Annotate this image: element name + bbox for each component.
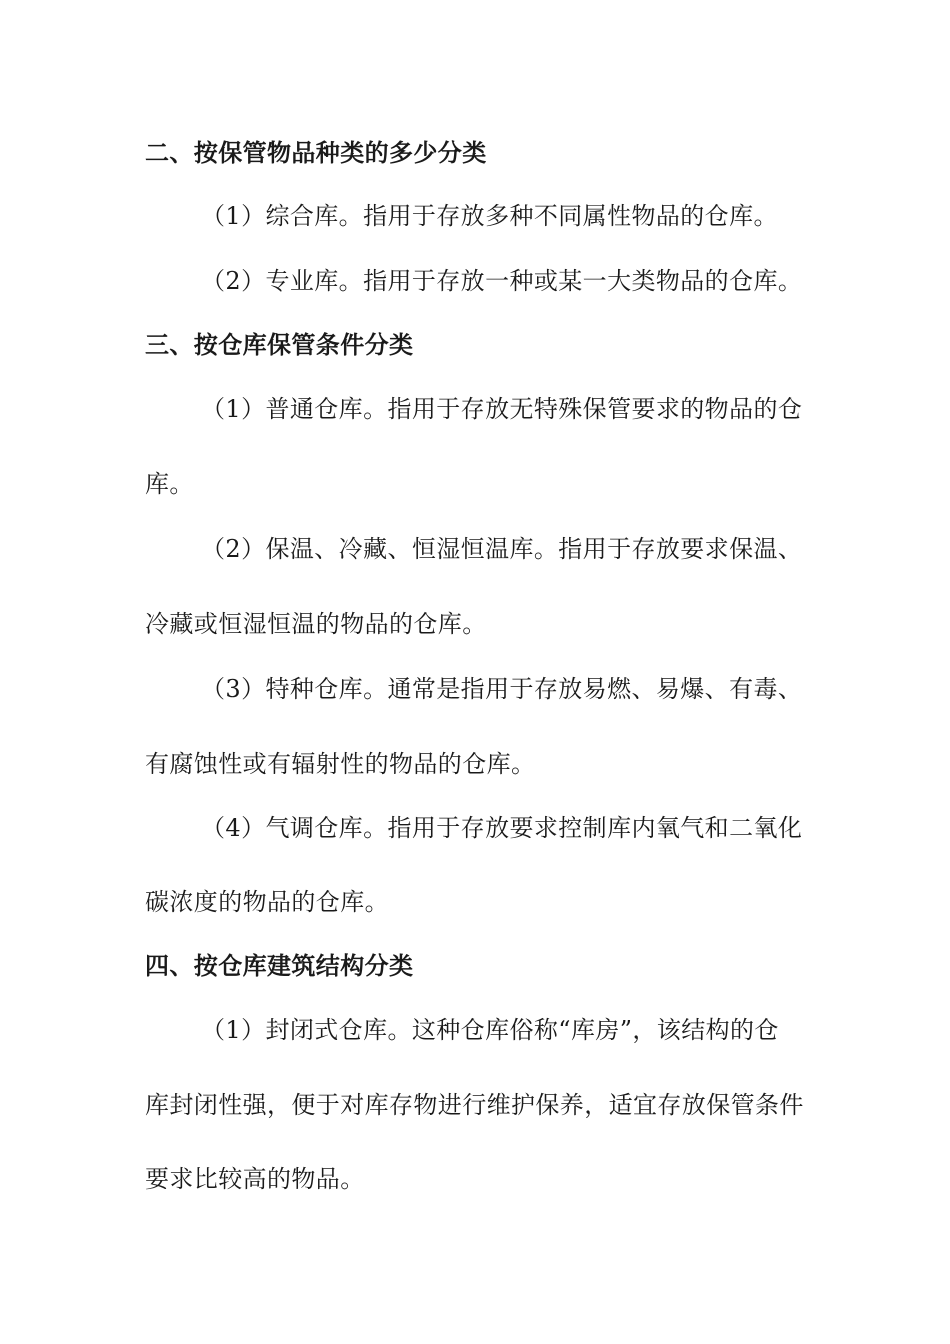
paragraph-line: （3）特种仓库。通常是指用于存放易燃、易爆、有毒、 <box>201 675 803 703</box>
paragraph-line: 库封闭性强，便于对库存物进行维护保养，适宜存放保管条件 <box>145 1091 804 1119</box>
section-heading: 四、按仓库建筑结构分类 <box>145 952 414 980</box>
section-heading: 二、按保管物品种类的多少分类 <box>145 139 487 167</box>
paragraph-line: （1）综合库。指用于存放多种不同属性物品的仓库。 <box>201 202 778 230</box>
paragraph-line: 冷藏或恒湿恒温的物品的仓库。 <box>145 610 487 638</box>
paragraph-line: 碳浓度的物品的仓库。 <box>145 888 389 916</box>
paragraph-line: （1）封闭式仓库。这种仓库俗称“库房”，该结构的仓 <box>201 1016 779 1044</box>
paragraph-line: 库。 <box>145 470 194 498</box>
paragraph-line: （2）保温、冷藏、恒湿恒温库。指用于存放要求保温、 <box>201 535 803 563</box>
section-heading: 三、按仓库保管条件分类 <box>145 331 414 359</box>
paragraph-line: 要求比较高的物品。 <box>145 1165 365 1193</box>
paragraph-line: （4）气调仓库。指用于存放要求控制库内氧气和二氧化 <box>201 814 803 842</box>
paragraph-line: 有腐蚀性或有辐射性的物品的仓库。 <box>145 750 536 778</box>
paragraph-line: （2）专业库。指用于存放一种或某一大类物品的仓库。 <box>201 267 803 295</box>
paragraph-line: （1）普通仓库。指用于存放无特殊保管要求的物品的仓 <box>201 395 803 423</box>
